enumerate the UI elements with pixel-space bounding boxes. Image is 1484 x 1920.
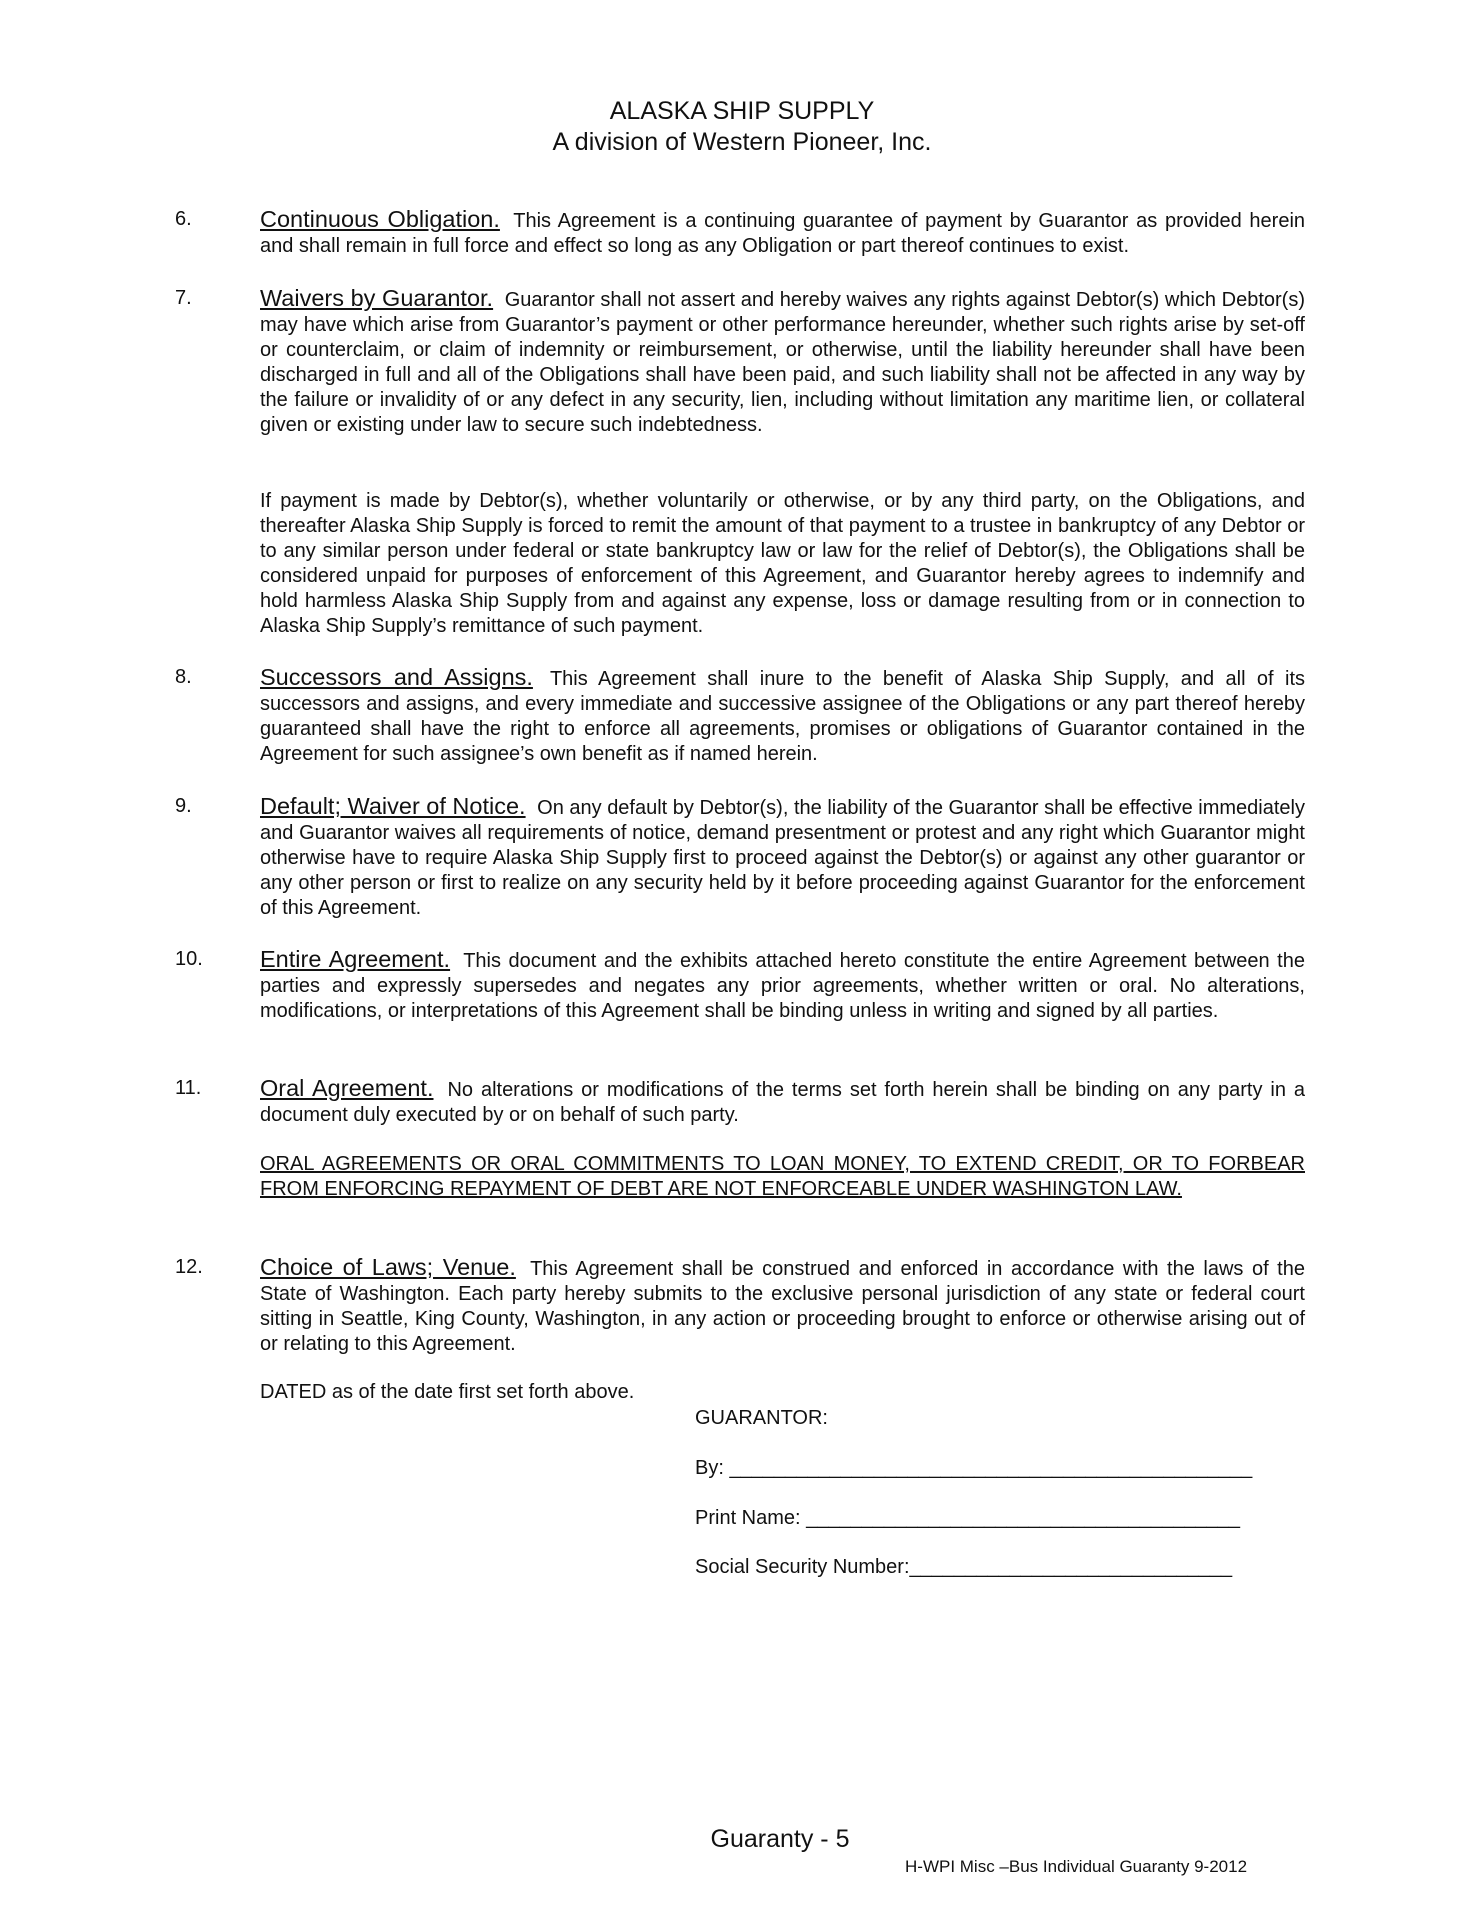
section-number: 7. [175, 287, 192, 309]
section-10 [175, 947, 1305, 1024]
section-body [260, 1076, 1305, 1128]
ssn-line[interactable]: Social Security Number:_____________________________ [695, 1556, 1233, 1578]
section-text: This document and the exhibits attached hereto constitute the entire Agreement between the parties and expressly supersedes and negates any prior agreements, whether written or oral. No alterations, modifications, or interpretations of this Agreement shall be binding unless in writing and signed by all parties. [260, 950, 1305, 1022]
section-heading: Continuous Obligation. [260, 206, 500, 232]
section-6 [175, 207, 1305, 259]
guarantor-label: GUARANTOR: [695, 1407, 828, 1429]
section-7 [175, 286, 1305, 438]
section-number: 9. [175, 795, 192, 817]
division-name: A division of Western Pioneer, Inc. [552, 128, 932, 156]
section-text: No alterations or modifications of the terms set forth herein shall be binding on any party in a document duly executed by or on behalf of such party. [260, 1079, 1306, 1126]
section-9 [175, 794, 1305, 921]
section-text: This Agreement shall be construed and enforced in accordance with the laws of the State of Washington. Each party hereby submits to the exclusive personal jurisdiction of any state or federal court sitting in Seattle, King County, Washington, in any action or proceeding brought to enforce or otherwise arising out of or relating to this Agreement. [260, 1258, 1305, 1355]
section-11 [175, 1076, 1305, 1128]
document-header [0, 96, 1484, 158]
section-heading: Successors and Assigns. [260, 664, 533, 690]
section-text: On any default by Debtor(s), the liability of the Guarantor shall be effective immediately and Guarantor waives all requirements of notice, demand presentment or protest and any right which Guarantor might otherwise have to require Alaska Ship Supply first to proceed against the Debtor(s) or against any other guarantor or any other person or first to realize on any security held by it before proceeding against Guarantor for the enforcement of this Agreement. [260, 797, 1305, 919]
print-name-line[interactable]: Print Name: _______________________________________ [695, 1507, 1240, 1529]
section-body [260, 286, 1305, 438]
section-7-para-2 [175, 489, 1305, 639]
section-heading: Waivers by Guarantor. [260, 285, 494, 311]
section-number: 6. [175, 208, 192, 230]
section-12 [175, 1255, 1305, 1357]
section-body [260, 665, 1305, 767]
section-number: 11. [175, 1077, 202, 1099]
section-heading: Oral Agreement. [260, 1075, 434, 1101]
section-heading: Default; Waiver of Notice. [260, 793, 526, 819]
section-body [260, 794, 1305, 921]
by-signature-line[interactable]: By: _______________________________________________ [695, 1457, 1253, 1479]
section-body [260, 947, 1305, 1024]
section-heading: Entire Agreement. [260, 946, 451, 972]
dated-block [175, 1380, 1305, 1405]
section-text: Guarantor shall not assert and hereby waives any rights against Debtor(s) which Debtor(s) may have which arise from Guarantor’s payment or other performance hereunder, whether such rights arise by set-off or counterclaim, or claim of indemnity or reimbursement, or otherwise, until the liability hereunder shall have been discharged in full and all of the Obligations shall have been paid, and such liability shall not be affected in any way by the failure or invalidity of or any defect in any security, lien, including without limitation any maritime lien, or collateral given or existing under law to secure such indebtedness. [260, 289, 1305, 436]
section-8 [175, 665, 1305, 767]
section-heading: Choice of Laws; Venue. [260, 1254, 516, 1280]
section-number: 10. [175, 948, 203, 970]
page-footer: Guaranty - 5 [710, 1825, 850, 1853]
section-text: This Agreement shall inure to the benefit of Alaska Ship Supply, and all of its successors and assigns, and every immediate and successive assignee of the Obligations or any part thereof hereby guaranteed shall have the right to enforce all agreements, promises or obligations of Guarantor contained in the Agreement for such assignee’s own benefit as if named herein. [260, 668, 1305, 765]
section-body [260, 1255, 1305, 1357]
section-number: 8. [175, 666, 192, 688]
section-text: This Agreement is a continuing guarantee of payment by Guarantor as provided herein and shall remain in full force and effect so long as any Obligation or part thereof continues to exist. [260, 210, 1306, 257]
oral-agreement-notice: ORAL AGREEMENTS OR ORAL COMMITMENTS TO LOAN MONEY, TO EXTEND CREDIT, OR TO FORBEAR FROM ENFORCING REPAYMENT OF DEBT ARE NOT ENFORCEABLE UNDER WASHINGTON LAW. [260, 1153, 1305, 1200]
section-number: 12. [175, 1256, 203, 1278]
dated-line: DATED as of the date first set forth above. [260, 1381, 635, 1403]
form-code: H-WPI Misc –Bus Individual Guaranty 9-2012 [905, 1857, 1248, 1876]
company-name: ALASKA SHIP SUPPLY [609, 97, 875, 125]
section-text-2: If payment is made by Debtor(s), whether voluntarily or otherwise, or by any third party, on the Obligations, and thereafter Alaska Ship Supply is forced to remit the amount of that payment to a trustee in bankruptcy of any Debtor or to any similar person under federal or state bankruptcy law or law for the relief of Debtor(s), the Obligations shall be considered unpaid for purposes of enforcement of this Agreement, and Guarantor hereby agrees to indemnify and hold harmless Alaska Ship Supply from and against any expense, loss or damage resulting from or in connection to Alaska Ship Supply’s remittance of such payment. [260, 490, 1305, 637]
section-11-notice [175, 1152, 1305, 1202]
section-body [260, 207, 1305, 259]
